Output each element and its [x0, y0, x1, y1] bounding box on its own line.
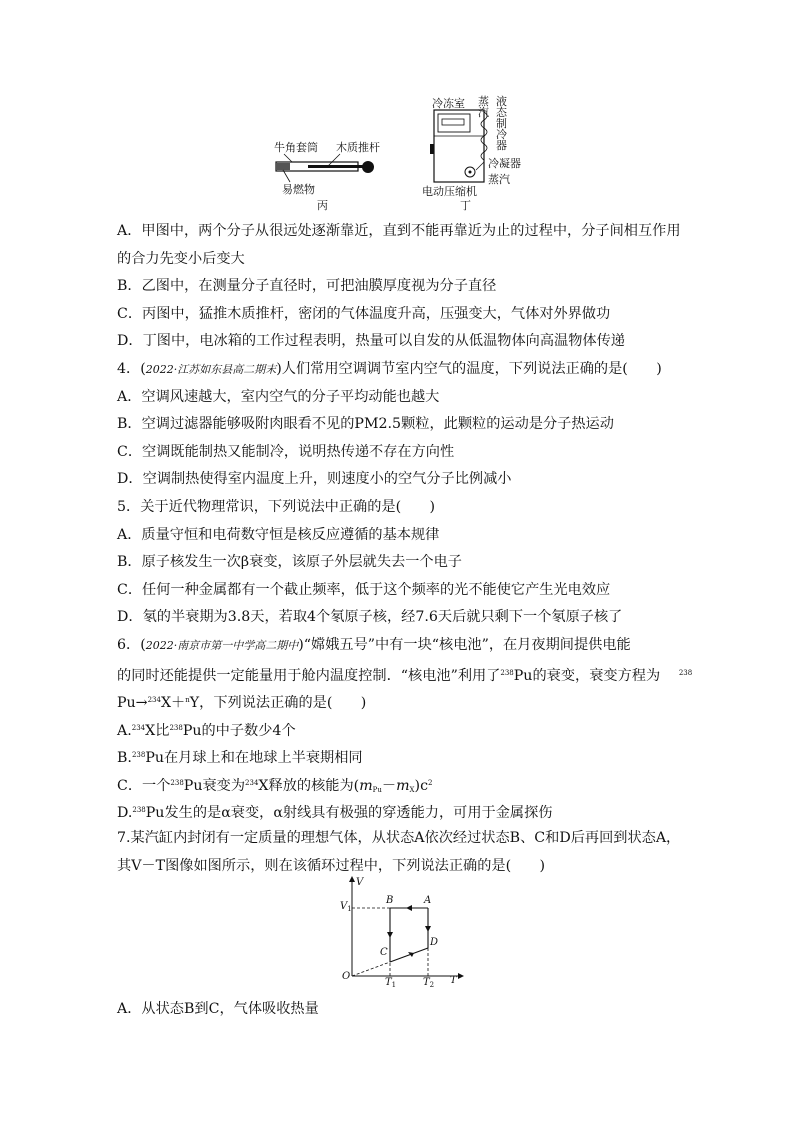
t2-label: $T_2$: [423, 977, 435, 989]
q6-option-b: B.$^{238}$Pu在月球上和在地球上半衰期相同: [117, 750, 363, 767]
axis-t-label: T: [450, 975, 457, 986]
label-liquid-refrigerant: 液态制冷器: [496, 95, 507, 152]
label-freezer: 冷冻室: [432, 97, 465, 110]
q5-option-b: B．原子核发生一次β衰变，该原子外层就失去一个电子: [117, 554, 462, 571]
figure-ding: [420, 94, 540, 216]
label-rod: 木质推杆: [336, 141, 380, 154]
q3-option-c: C．丙图中，猛推木质推杆，密闭的气体温度升高，压强变大，气体对外界做功: [117, 305, 611, 322]
point-c: C: [380, 947, 388, 958]
label-vapor-top: 蒸汽: [478, 95, 489, 119]
q6-stem-line3: Pu→$^{234}$X＋$^n$Y，下列说法正确的是( ): [117, 695, 367, 712]
label-fuel: 易燃物: [282, 183, 315, 196]
q5-option-c: C．任何一种金属都有一个截止频率，低于这个频率的光不能使它产生光电效应: [117, 581, 611, 598]
label-compressor: 电动压缩机: [422, 185, 477, 198]
q4-source: 2022·江苏如东县高二期末: [145, 362, 277, 376]
q5-option-d: D．氡的半衰期为3.8天，若取4个氡原子核，经7.6天后就只剩下一个氡原子核了: [117, 609, 623, 626]
question-text: [117, 218, 747, 880]
q6-stem-line2: 的同时还能提供一定能量用于舱内温度控制．“核电池”利用了$^{238}$Pu的衰变，衰变方程为 $^{238}$: [117, 667, 693, 684]
point-a: A: [424, 895, 432, 906]
q6-option-c: C．一个$^{238}$Pu衰变为$^{234}$X释放的核能为$(m_{Pu}-m_X)c^2$: [117, 777, 433, 794]
q6-option-a: A.$^{234}$X比$^{238}$Pu的中子数少4个: [117, 722, 296, 739]
q3-option-b: B．乙图中，在测量分子直径时，可把油膜厚度视为分子直径: [117, 278, 497, 295]
q3-option-a-line2: 的合力先变小后变大: [117, 250, 245, 267]
vt-graph: [330, 876, 470, 988]
q4-stem: 4．(2022·江苏如东县高二期末)人们常用空调调节室内空气的温度，下列说法正确的是( ): [117, 360, 662, 377]
q4-option-c: C．空调既能制热又能制冷，说明热传递不存在方向性: [117, 443, 455, 460]
point-b: B: [386, 895, 394, 906]
q4-option-b: B．空调过滤器能够吸附肉眼看不见的PM2.5颗粒，此颗粒的运动是分子热运动: [117, 416, 614, 433]
figure-bing: [268, 136, 388, 216]
label-tube: 牛角套筒: [274, 141, 318, 154]
caption-ding: 丁: [460, 199, 471, 212]
v1-label: $V_1$: [340, 901, 352, 913]
q3-option-a-line1: A．甲图中，两个分子从很远处逐渐靠近，直到不能再靠近为止的过程中，分子间相互作用: [117, 223, 681, 239]
q7-stem-line2: 其V－T图像如图所示，则在该循环过程中，下列说法正确的是( ): [117, 857, 546, 874]
q6-source: 2022·南京市第一中学高二期中: [145, 638, 299, 652]
q5-option-a: A．质量守恒和电荷数守恒是核反应遵循的基本规律: [117, 526, 440, 543]
vt-graph-svg: [330, 876, 470, 988]
label-condenser: 冷凝器: [488, 157, 521, 170]
q5-stem: 5．关于近代物理常识，下列说法中正确的是( ): [117, 498, 436, 515]
q7-option-a: A．从状态B到C，气体吸收热量: [117, 1001, 319, 1017]
origin-label: O: [342, 971, 351, 982]
caption-bing: 丙: [317, 199, 328, 212]
q6-stem-line1: 6．(2022·南京市第一中学高二期中)“嫦娥五号”中有一块“核电池”，在月夜期间提供电能: [117, 636, 631, 653]
point-d: D: [430, 937, 439, 948]
q4-option-a: A．空调风速越大，室内空气的分子平均动能也越大: [117, 388, 440, 405]
label-vapor-bottom: 蒸汽: [488, 173, 510, 186]
q7-stem-line1: 7.某汽缸内封闭有一定质量的理想气体，从状态A依次经过状态B、C和D后再回到状态A，: [117, 830, 681, 847]
q4-option-d: D．空调制热使得室内温度上升，则速度小的空气分子比例减小: [117, 471, 512, 488]
q3-option-d: D．丁图中，电冰箱的工作过程表明，热量可以自发的从低温物体向高温物体传递: [117, 333, 625, 350]
axis-v-label: V: [356, 877, 364, 888]
t1-label: $T_1$: [385, 977, 397, 989]
q6-option-d: D.$^{238}$Pu发生的是α衰变，α射线具有极强的穿透能力，可用于金属探伤: [117, 805, 553, 822]
